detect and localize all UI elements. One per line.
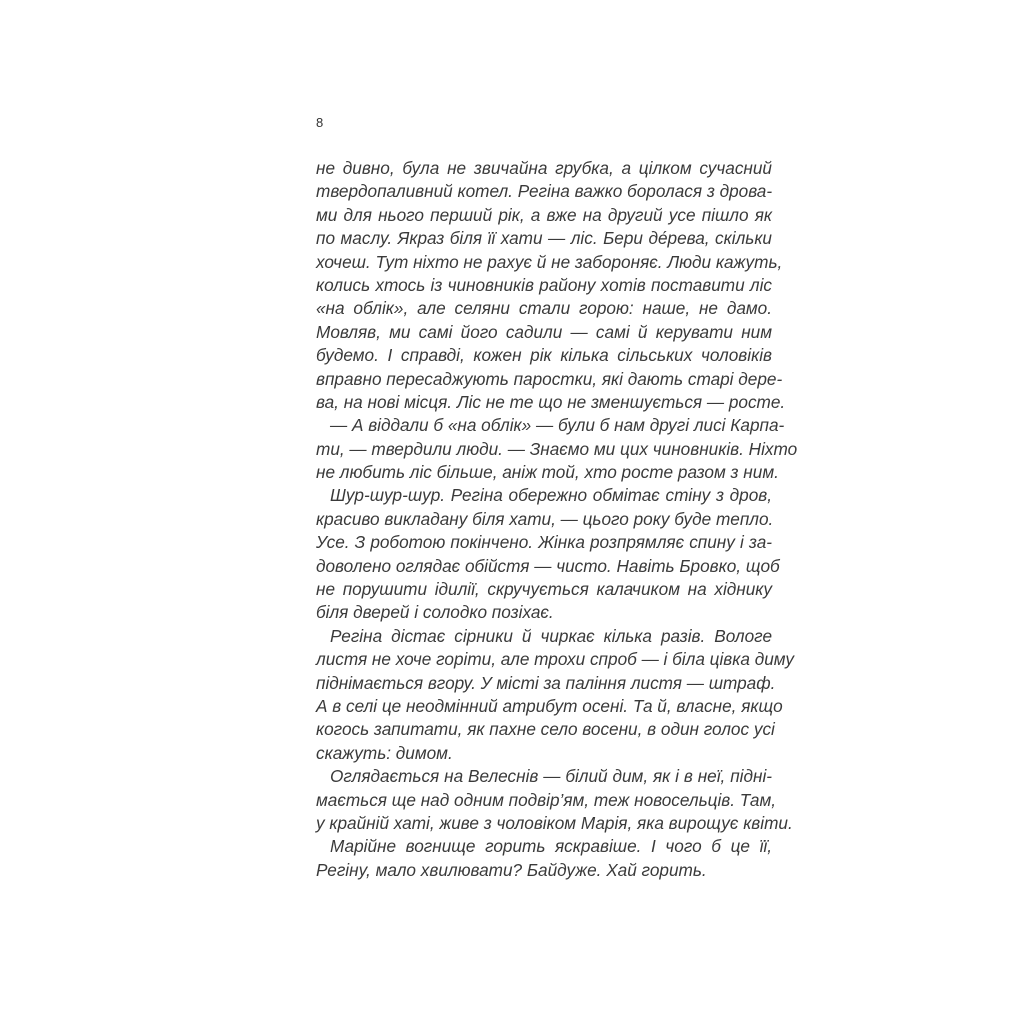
text-line: Оглядається на Велеснів — білий дим, як і в неї, підні- <box>330 766 772 787</box>
text-line: «на облік», але селяни стали горою: наше, не дамо. <box>316 298 772 319</box>
text-line: Регіна дістає сірники й чиркає кілька разів. Вологе <box>330 625 772 646</box>
text-line: — А віддали б «на облік» — були б нам другі лисі Карпа- <box>330 415 785 436</box>
text-line: А в селі це неодмінний атрибут осені. Та й, власне, якщо <box>316 695 783 716</box>
text-line: Шур-шур-шур. Регіна обережно обмітає стіну з дров, <box>330 485 772 506</box>
text-line: Марійне вогнище горить яскравіше. І чого б це її, <box>330 836 772 857</box>
text-line: красиво викладану біля хати, — цього року буде тепло. <box>316 508 774 529</box>
text-line: Усе. З роботою покінчено. Жінка розпрямляє спину і за- <box>316 532 772 553</box>
text-line: у крайній хаті, живе з чоловіком Марія, яка вирощує квіти. <box>316 812 793 833</box>
text-line: когось запитати, як пахне село восени, в один голос усі <box>316 719 775 740</box>
text-line: ми для нього перший рік, а вже на другий усе пішло як <box>316 204 772 225</box>
text-line: не дивно, була не звичайна грубка, а цілком сучасний <box>316 158 772 178</box>
text-line: Мовляв, ми самі його садили — самі й керувати ним <box>316 321 772 342</box>
text-line: листя не хоче горіти, але трохи спроб — і біла цівка диму <box>316 649 794 670</box>
text-line: не любить ліс більше, аніж той, хто росте разом з ним. <box>316 462 779 483</box>
text-line: піднімається вгору. У місті за паління листя — штраф. <box>316 672 776 693</box>
text-line: мається ще над одним подвір’ям, теж новосельців. Там, <box>316 789 777 810</box>
text-line: не порушити ідилії, скручується калачиком на хіднику <box>316 579 772 600</box>
text-line: ти, — твердили люди. — Знаємо ми цих чиновників. Ніхто <box>316 438 798 459</box>
text-line: ва, на нові місця. Ліс не те що не зменшується — росте. <box>316 391 786 412</box>
page-number: 8 <box>316 115 324 130</box>
text-line: вправно пересаджують паростки, які дають старі дере- <box>316 368 783 389</box>
text-line: твердопаливний котел. Регіна важко боролася з дрова- <box>316 181 773 202</box>
text-line: біля дверей і солодко позіхає. <box>316 602 554 623</box>
text-line: Регіну, мало хвилювати? Байдуже. Хай горить. <box>316 859 707 880</box>
body-text <box>316 157 798 882</box>
text-line: будемо. І справді, кожен рік кілька сільських чоловіків <box>316 345 772 366</box>
text-line: колись хтось із чиновників району хотів поставити ліс <box>316 274 772 295</box>
text-line: по маслу. Якраз біля її хати — ліс. Бери де́рева, скільки <box>316 228 772 249</box>
text-line: доволено оглядає обійстя — чисто. Навіть Бровко, щоб <box>316 555 780 576</box>
text-line: скажуть: димом. <box>316 742 453 763</box>
text-line: хочеш. Тут ніхто не рахує й не забороняє. Люди кажуть, <box>316 251 783 272</box>
